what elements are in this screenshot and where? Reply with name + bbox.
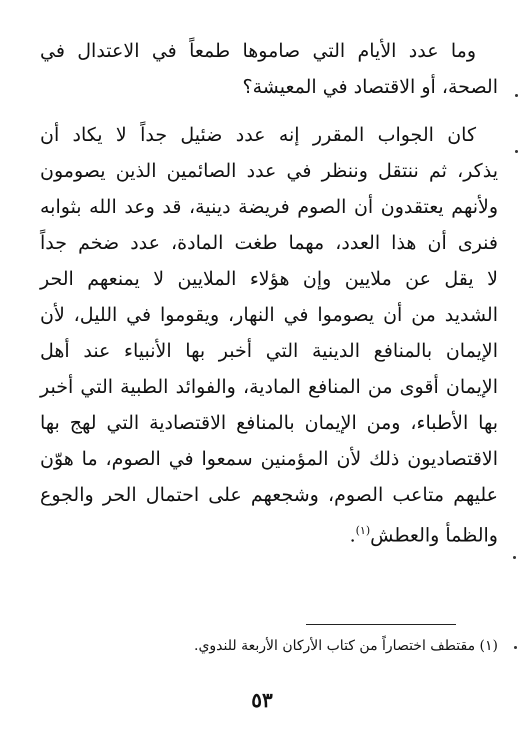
paragraph-2-line-7: الإيمان بالمنافع الدينية التي أخبر بها الأنبياء عند أهل bbox=[40, 340, 498, 362]
paragraph-2-line-12 bbox=[40, 514, 498, 552]
page-number: ٥٣ bbox=[251, 688, 273, 712]
scan-speck bbox=[514, 646, 517, 649]
paragraph-2-line-1: كان الجواب المقرر إنه عدد ضئيل جداً لا يكاد أن bbox=[40, 124, 476, 146]
footnote: (١) مقتطف اختصاراً من كتاب الأركان الأربعة للندوي. bbox=[194, 638, 498, 654]
paragraph-2-line-8: الإيمان أقوى من المنافع المادية، والفوائد الطبية التي أخبر bbox=[40, 376, 498, 398]
paragraph-2-line-12-text: والظمأ والعطش bbox=[370, 524, 498, 547]
paragraph-2-end-mark: . bbox=[349, 524, 356, 547]
paragraph-1-line-2: الصحة، أو الاقتصاد في المعيشة؟ bbox=[242, 76, 498, 98]
paragraph-2-line-11: عليهم متاعب الصوم، وشجعهم على احتمال الحر والجوع bbox=[40, 484, 498, 506]
footnote-separator bbox=[306, 624, 456, 625]
paragraph-2-line-4: فنرى أن هذا العدد، مهما طغت المادة، عدد ضخم جداً bbox=[40, 232, 498, 254]
paragraph-2-line-10: الاقتصاديون ذلك لأن المؤمنين سمعوا في الصوم، ما هوّن bbox=[40, 448, 498, 470]
paragraph-2-line-9: بها الأطباء، ومن الإيمان بالمنافع الاقتصادية التي لهج بها bbox=[40, 412, 498, 434]
scan-speck bbox=[515, 150, 518, 153]
footnote-reference: (١) bbox=[355, 524, 371, 537]
scan-speck bbox=[513, 556, 516, 559]
paragraph-1-line-1: وما عدد الأيام التي صاموها طمعاً في الاعتدال في bbox=[40, 40, 476, 62]
paragraph-2-line-3: ولأنهم يعتقدون أن الصوم فريضة دينية، قد وعد الله بثوابه bbox=[40, 196, 498, 218]
paragraph-2-line-6: الشديد من أن يصوموا في النهار، ويقوموا في الليل، لأن bbox=[40, 304, 498, 326]
scan-speck bbox=[515, 94, 518, 97]
paragraph-2-line-2: يذكر، ثم ننتقل وننظر في عدد الصائمين الذين يصومون bbox=[40, 160, 498, 182]
paragraph-2-line-5: لا يقل عن ملايين وإن هؤلاء الملايين لا يمنعهم الحر bbox=[40, 268, 498, 290]
